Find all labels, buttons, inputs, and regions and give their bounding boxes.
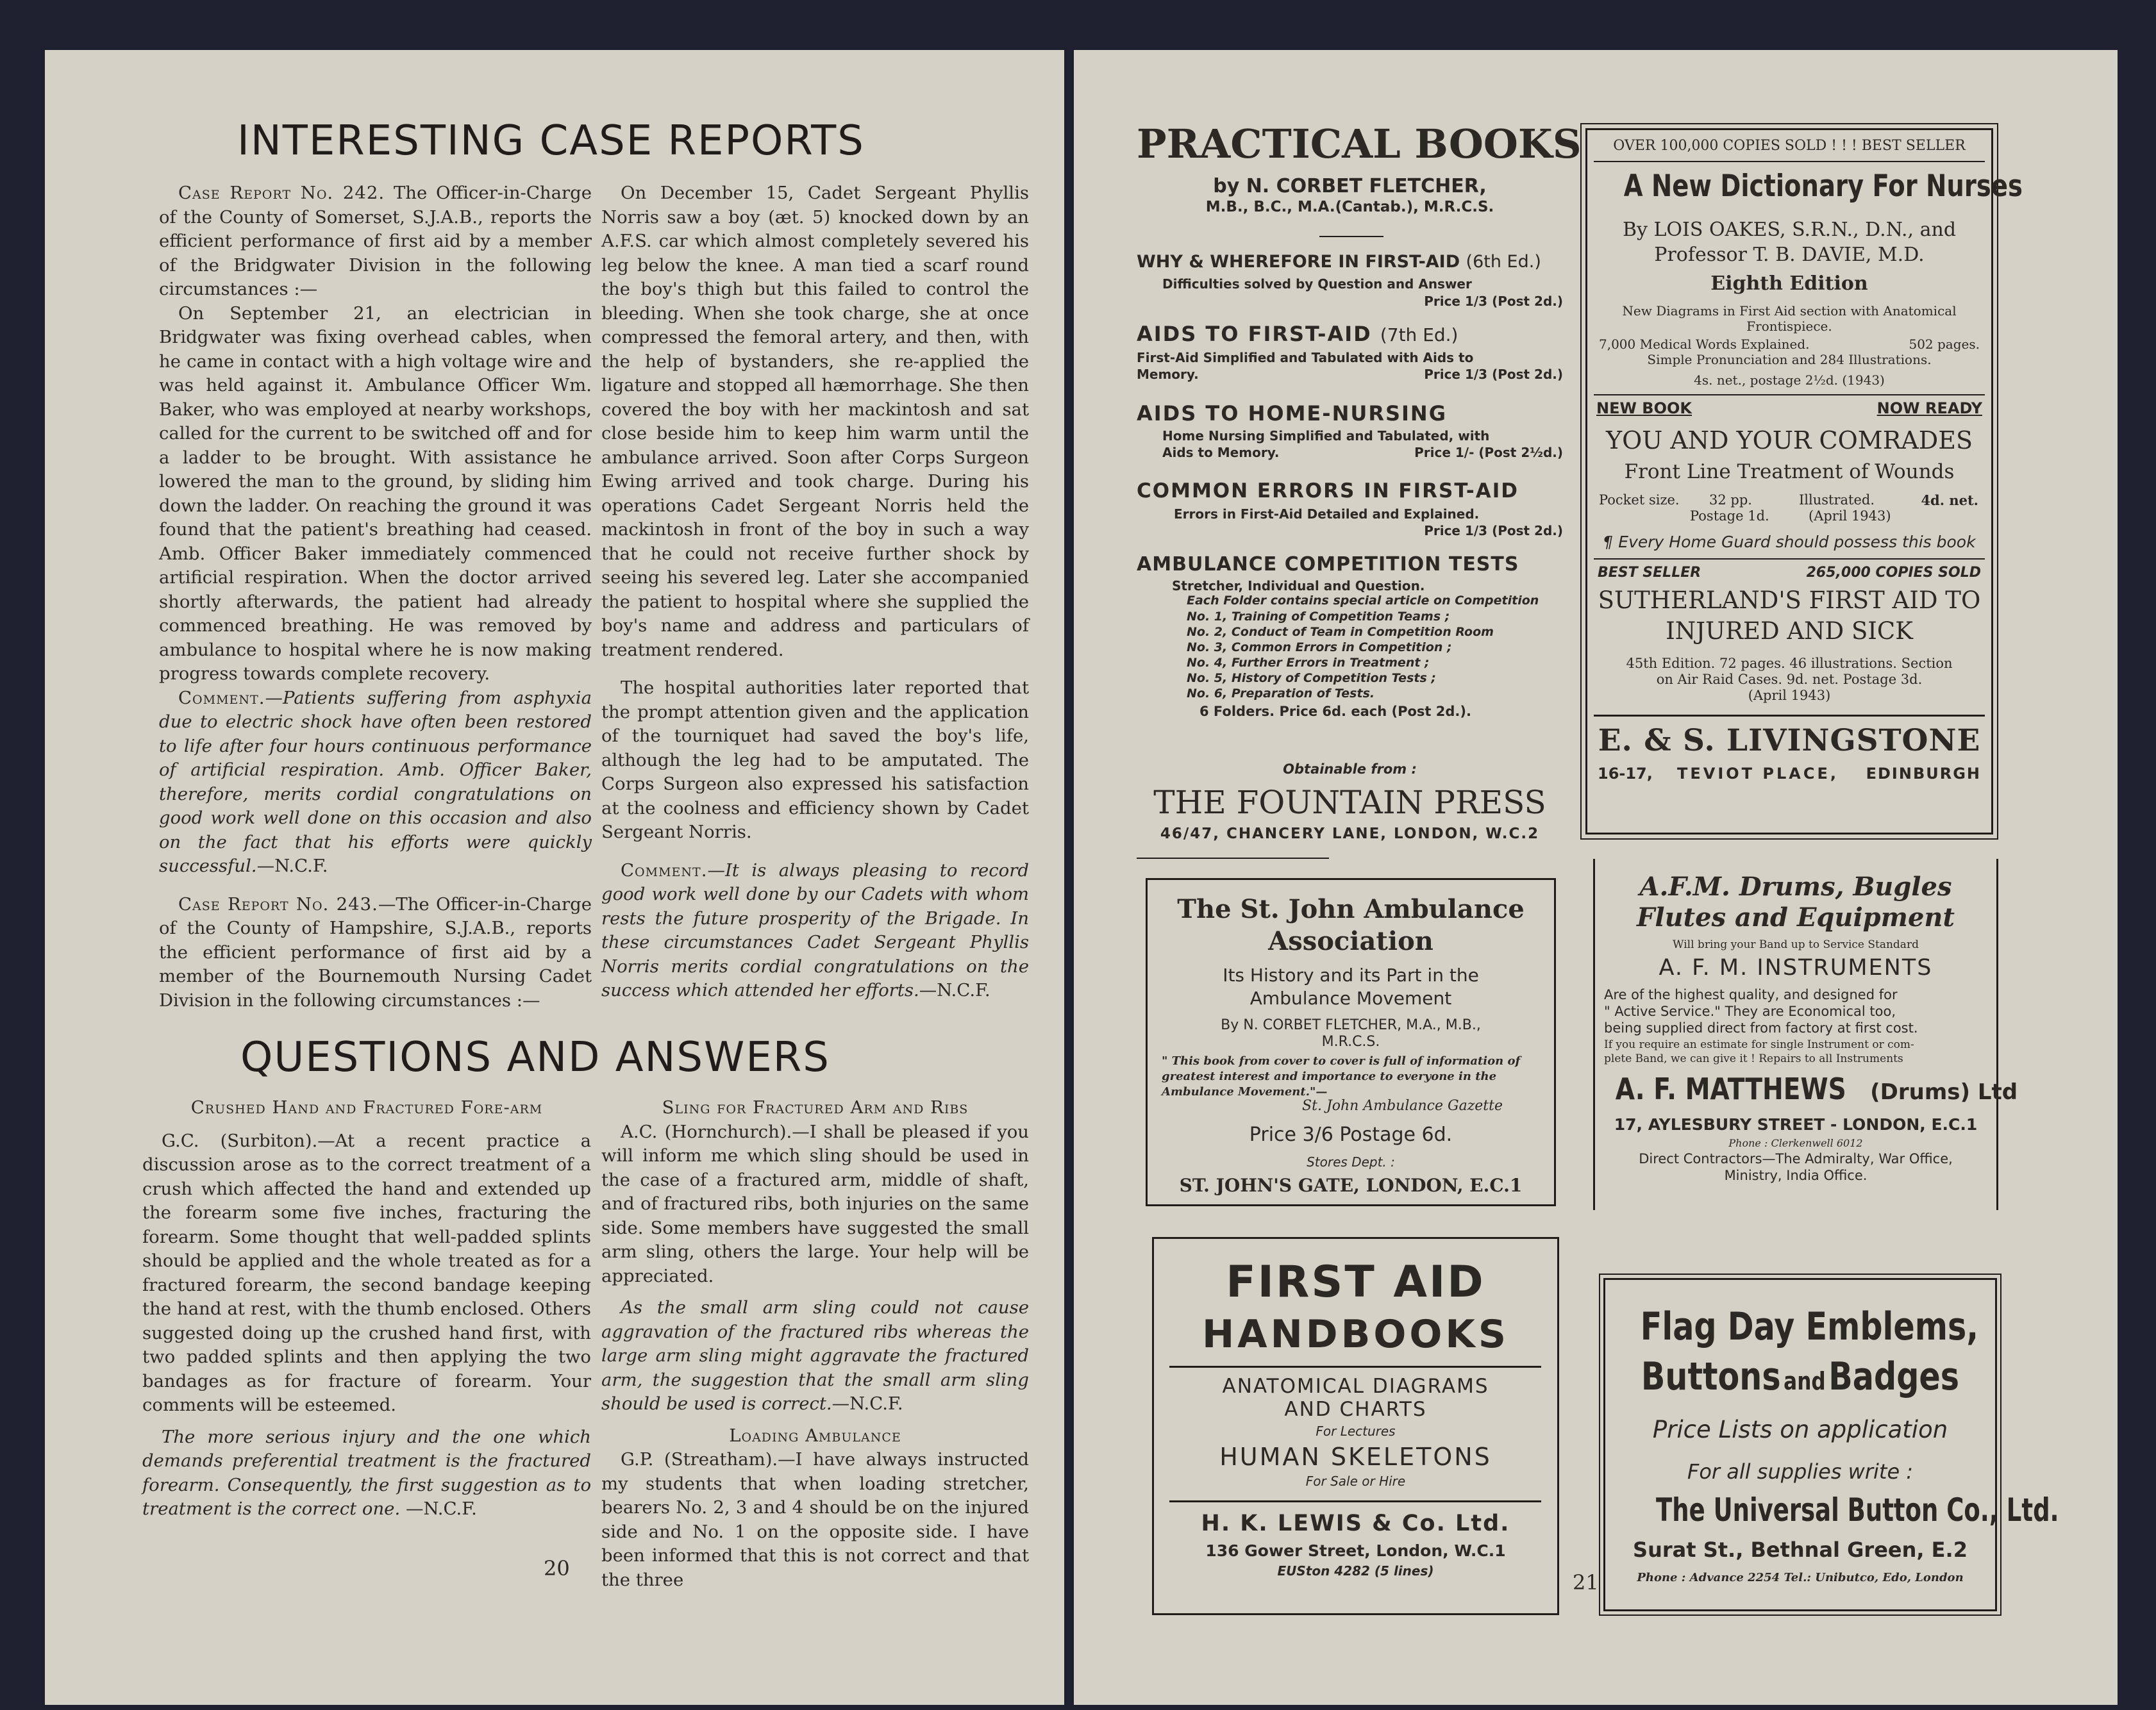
matthews-contractors: Ministry, India Office. xyxy=(1724,1168,1868,1183)
author-qualifications: M.B., B.C., M.A.(Cantab.), M.R.C.S. xyxy=(1205,199,1494,215)
divider xyxy=(1594,161,1985,162)
comment-242-text: —Patients suffering from asphyxia due to electric shock have often been restored to life after four hours continuous performance of artificial respiration. Amb. Officer Baker, therefore, merits cordial congratulations on good work well done on this occasion and also on the fact that his efforts were quickly successful. xyxy=(159,687,592,876)
handbooks-line: AND CHARTS xyxy=(1284,1398,1427,1421)
lewis-address: 136 Gower Street, London, W.C.1 xyxy=(1205,1541,1506,1560)
folder-list xyxy=(1187,609,1494,701)
book-home-nursing-price: Price 1/- (Post 2½d.) xyxy=(1414,445,1563,460)
book-home-nursing-desc: Home Nursing Simplified and Tabulated, with xyxy=(1162,428,1490,444)
divider xyxy=(1594,715,1985,717)
st-john-quote: greatest interest and importance to everyone in the xyxy=(1162,1070,1497,1083)
afm-instruments: A. F. M. INSTRUMENTS xyxy=(1659,955,1933,981)
handbooks-line: ANATOMICAL DIAGRAMS xyxy=(1222,1375,1489,1398)
comment-label: Comment. xyxy=(178,687,265,708)
comrades-detail: Illustrated. xyxy=(1799,492,1875,508)
folder-item: No. 3, Common Errors in Competition ; xyxy=(1187,640,1452,654)
dictionary-title: A New Dictionary For Nurses xyxy=(1623,169,2023,204)
st-john-subtitle-1: Its History and its Part in the xyxy=(1223,965,1479,986)
folder-item: No. 4, Further Errors in Treatment ; xyxy=(1187,656,1430,670)
qa-loading-ambulance-question: G.P. (Streatham).—I have always instructed my students that when loading stretcher, bearers No. 2, 3 and 4 should be on the injured side and No. 1 on the opposite side. I have been informed that this is not correct and that the three xyxy=(601,1449,1029,1590)
best-seller-label: BEST SELLER xyxy=(1598,565,1701,581)
flag-day-title-line-1: Flag Day Emblems, xyxy=(1640,1304,1979,1349)
dictionary-detail: New Diagrams in First Aid section with Anatomical xyxy=(1622,303,1957,319)
book-competition-tests-desc: Stretcher, Individual and Question. xyxy=(1172,578,1425,594)
st-john-quote: " This book from cover to cover is full of information of xyxy=(1162,1054,1521,1068)
qa-column-1 xyxy=(142,1096,591,1522)
qa-sling-question: A.C. (Hornchurch).—I shall be pleased if you will inform me which sling should be used in the case of a fractured arm, middle of shaft, and of fractured ribs, both injuries on the same side. Some members have suggested the small arm sling, others the large. Your help will be appreciated. xyxy=(601,1121,1029,1286)
st-john-quote: Ambulance Movement."— xyxy=(1162,1085,1328,1099)
author-name: by N. CORBET FLETCHER, xyxy=(1213,175,1487,197)
sutherland-title-line-1: SUTHERLAND'S FIRST AID TO xyxy=(1598,586,1981,614)
comment-label: Comment. xyxy=(621,859,708,881)
afm-description: Are of the highest quality, and designed for xyxy=(1604,987,1898,1002)
universal-button-company: The Universal Button Co., Ltd. xyxy=(1656,1491,2059,1529)
afm-tagline: Will bring your Band up to Service Standard xyxy=(1673,938,1919,951)
interesting-case-reports-heading: INTERESTING CASE REPORTS xyxy=(237,117,865,165)
comment-242-signature: —N.C.F. xyxy=(256,856,328,876)
book-why-wherefore-desc: Difficulties solved by Question and Answer xyxy=(1162,276,1472,292)
qa-crushed-hand-title: Crushed Hand and Fractured Fore-arm xyxy=(190,1097,543,1118)
sutherland-detail: on Air Raid Cases. 9d. net. Postage 3d. xyxy=(1656,672,1923,687)
afm-title-line-1: A.F.M. Drums, Bugles xyxy=(1639,872,1952,902)
dictionary-words: 7,000 Medical Words Explained. xyxy=(1599,336,1810,352)
comrades-title: YOU AND YOUR COMRADES xyxy=(1606,426,1973,454)
flag-day-title-line-2: Buttons and Badges xyxy=(1641,1354,1960,1399)
left-page xyxy=(45,50,1064,1705)
st-john-stores: Stores Dept. : xyxy=(1307,1154,1395,1170)
qa-crushed-hand-answer: The more serious injury and the one which demands preferential treatment is the fractured forearm. Consequently, the first suggestion as to treatment is the correct one. xyxy=(142,1426,591,1519)
comrades-subtitle: Front Line Treatment of Wounds xyxy=(1624,460,1955,483)
qa-sling-signature: —N.C.F. xyxy=(831,1393,903,1414)
flag-day-emblems-ad xyxy=(1603,1278,2059,1611)
matthews-contractors: Direct Contractors—The Admiralty, War Office, xyxy=(1639,1151,1953,1166)
afm-drums-ad xyxy=(1593,859,2018,1210)
qa-crushed-hand-signature: —N.C.F. xyxy=(405,1498,477,1519)
new-book-label: NEW BOOK xyxy=(1596,399,1692,417)
book-home-nursing-memory: Aids to Memory. xyxy=(1162,445,1280,460)
divider xyxy=(1319,236,1383,237)
st-john-ambulance-ad xyxy=(1146,878,1556,1206)
book-common-errors-title: COMMON ERRORS IN FIRST-AID xyxy=(1137,479,1519,502)
handbooks-title-line-2: HANDBOOKS xyxy=(1201,1312,1510,1357)
book-aids-first-aid-title: AIDS TO FIRST-AID (7th Ed.) xyxy=(1137,322,1458,346)
home-guard-note: ¶ Every Home Guard should possess this book xyxy=(1603,533,1976,551)
case-reports-column-2 xyxy=(601,181,1029,1003)
divider xyxy=(1594,558,1985,560)
folder-item: No. 5, History of Competition Tests ; xyxy=(1187,671,1436,685)
st-john-title-line-1: The St. John Ambulance xyxy=(1177,894,1525,924)
handbooks-title-line-1: FIRST AID xyxy=(1226,1257,1485,1307)
dictionary-detail: Frontispiece. xyxy=(1746,319,1832,334)
divider xyxy=(1169,1500,1541,1502)
dictionary-price: 4s. net., postage 2½d. (1943) xyxy=(1694,372,1885,388)
qa-column-2 xyxy=(601,1096,1029,1592)
handbooks-line: For Sale or Hire xyxy=(1305,1473,1406,1489)
publisher-address: TEVIOT PLACE, xyxy=(1677,765,1839,783)
book-aids-first-aid-desc: First-Aid Simplified and Tabulated with Aids to xyxy=(1137,350,1474,365)
afm-description: " Active Service." They are Economical too, xyxy=(1604,1004,1896,1019)
folder-item: No. 2, Conduct of Team in Competition Room xyxy=(1187,625,1494,639)
case-report-243-intro: —The Officer-in-Charge of the County of Hampshire, S.J.A.B., reports the efficient performance of first aid by a member of the Bournemouth Nursing Cadet Division in the following circumstances :— xyxy=(159,893,592,1011)
sutherland-title-line-2: INJURED AND SICK xyxy=(1666,617,1913,645)
afm-description: plete Band, we can give it ! Repairs to all Instruments xyxy=(1604,1052,1903,1065)
matthews-address: 17, AYLESBURY STREET - LONDON, E.C.1 xyxy=(1614,1115,1978,1134)
comrades-detail: 32 pp. xyxy=(1709,492,1752,508)
st-john-subtitle-2: Ambulance Movement xyxy=(1249,988,1452,1009)
st-john-author-quals: M.R.C.S. xyxy=(1321,1034,1380,1050)
book-common-errors-price: Price 1/3 (Post 2d.) xyxy=(1424,523,1563,538)
first-aid-handbooks-ad xyxy=(1152,1237,1559,1615)
folder-item: No. 6, Preparation of Tests. xyxy=(1187,686,1375,701)
dictionary-detail: Simple Pronunciation and 284 Illustrations. xyxy=(1647,352,1932,367)
book-competition-tests-price: 6 Folders. Price 6d. each (Post 2d.). xyxy=(1199,704,1471,719)
qa-sling-answer: As the small arm sling could not cause aggravation of the fractured ribs whereas the large arm sling might aggravate the fractured arm, the suggestion that the small arm sling should be used is correct. xyxy=(601,1297,1029,1414)
livingstone-ad xyxy=(1585,128,2023,834)
dictionary-edition: Eighth Edition xyxy=(1710,272,1868,295)
dictionary-authors-line-1: By LOIS OAKES, S.R.N., D.N., and xyxy=(1622,219,1957,241)
divider xyxy=(1169,1366,1541,1368)
qa-sling-title: Sling for Fractured Arm and Ribs xyxy=(662,1097,969,1118)
afm-description: If you require an estimate for single Instrument or com- xyxy=(1604,1038,1914,1051)
practical-books-ad xyxy=(1137,120,1582,902)
lewis-company-name: H. K. LEWIS & Co. Ltd. xyxy=(1201,1511,1510,1536)
fountain-press-name: THE FOUNTAIN PRESS xyxy=(1153,784,1546,821)
sutherland-date: (April 1943) xyxy=(1748,688,1831,703)
now-ready-label: NOW READY xyxy=(1876,399,1982,417)
comment-243-signature: —N.C.F. xyxy=(919,980,990,1000)
universal-button-address: Surat St., Bethnal Green, E.2 xyxy=(1633,1538,1968,1562)
matthews-name: A. F. MATTHEWS (Drums) Ltd xyxy=(1615,1072,2018,1106)
publisher-address: 16-17, xyxy=(1598,765,1653,783)
flag-day-price-lists: Price Lists on application xyxy=(1652,1416,1948,1443)
page-number-21: 21 xyxy=(1573,1570,1599,1595)
case-report-243-body: On December 15, Cadet Sergeant Phyllis Norris saw a boy (æt. 5) knocked down by an A.F.S. car which almost completely severed his leg below the knee. A man tied a scarf round the boy's thigh but this failed to control the bleeding. When she took charge, she at once compressed the femoral artery, and then, with the help of bystanders, she re-applied the ligature and stopped all hæmorrhage. She then covered the boy with her mackintosh and sat close beside him to keep him warm until the ambulance arrived. Soon after Corps Surgeon Ewing arrived and took charge. During his operations Cadet Sergeant Norris held the mackintosh in front of the boy in such a way that he could not receive further shock by seeing his severed leg. Later she accompanied the patient to hospital where she supplied the boy's name and address and particulars of treatment rendered. xyxy=(601,183,1029,660)
right-page xyxy=(1074,50,2118,1705)
comrades-postage: Postage 1d. xyxy=(1690,508,1769,524)
st-john-price: Price 3/6 Postage 6d. xyxy=(1249,1124,1453,1146)
lewis-phone: EUSton 4282 (5 lines) xyxy=(1277,1563,1434,1579)
case-report-242-label: Case Report No. 242. xyxy=(178,183,385,203)
book-aids-first-aid-price: Price 1/3 (Post 2d.) xyxy=(1424,367,1563,382)
book-competition-tests-note: Each Folder contains special article on Competition xyxy=(1187,594,1539,608)
afm-description: being supplied direct from factory at first cost. xyxy=(1604,1020,1918,1036)
comrades-date: (April 1943) xyxy=(1809,508,1891,524)
divider xyxy=(1594,394,1985,395)
publisher-name: E. & S. LIVINGSTONE xyxy=(1598,723,1981,758)
handbooks-line: For Lectures xyxy=(1316,1424,1396,1439)
st-johns-gate-address: ST. JOHN'S GATE, LONDON, E.C.1 xyxy=(1179,1175,1523,1196)
comrades-price: 4d. net. xyxy=(1921,492,1978,508)
comrades-detail: Pocket size. xyxy=(1599,492,1680,508)
copies-sold-label: 265,000 COPIES SOLD xyxy=(1806,565,1981,581)
case-reports-column-1 xyxy=(159,181,592,1013)
afm-title-line-2: Flutes and Equipment xyxy=(1637,902,1955,933)
practical-books-title: PRACTICAL BOOKS xyxy=(1137,120,1582,167)
book-why-wherefore-price: Price 1/3 (Post 2d.) xyxy=(1424,294,1563,309)
sutherland-detail: 45th Edition. 72 pages. 46 illustrations. Section xyxy=(1626,656,1953,671)
qa-loading-ambulance-title: Loading Ambulance xyxy=(729,1425,901,1446)
dictionary-authors-line-2: Professor T. B. DAVIE, M.D. xyxy=(1654,244,1925,266)
best-seller-banner: OVER 100,000 COPIES SOLD ! ! ! BEST SELLER xyxy=(1613,138,1966,154)
book-why-wherefore-title: WHY & WHEREFORE IN FIRST-AID (6th Ed.) xyxy=(1137,252,1541,272)
dictionary-pages: 502 pages. xyxy=(1909,336,1980,352)
case-report-242-body: On September 21, an electrician in Bridgwater was fixing overhead cables, when he came in contact with a high voltage wire and was held against it. Ambulance Officer Wm. Baker, who was employed at nearby workshops, called for the current to be switched off and for a ladder to be brought. With assistance he lowered the man to the ground, by sliding him down the ladder. On reaching the ground it was found that the patient's breathing had ceased. Amb. Officer Baker immediately commenced artificial respiration. When the doctor arrived shortly afterwards, the patient had already commenced breathing. He was removed by ambulance to hospital where he is now making progress towards complete recovery. xyxy=(159,303,592,684)
book-competition-tests-title: AMBULANCE COMPETITION TESTS xyxy=(1137,553,1519,576)
comment-243-text: —It is always pleasing to record good work well done by our Cadets with whom rests the future prosperity of the Brigade. In these circumstances Cadet Sergeant Phyllis Norris merits cordial congratulations on the success which attended her efforts. xyxy=(601,859,1029,1000)
case-report-243-label: Case Report No. 243. xyxy=(178,893,378,915)
fountain-press-address: 46/47, CHANCERY LANE, LONDON, W.C.2 xyxy=(1160,826,1540,842)
st-john-author: By N. CORBET FLETCHER, M.A., M.B., xyxy=(1221,1017,1481,1033)
handbooks-line: HUMAN SKELETONS xyxy=(1219,1443,1492,1471)
case-report-243-outcome: The hospital authorities later reported that the prompt attention given and the application of the tourniquet had saved the boy's life, although the leg had to be amputated. The Corps Surgeon also expressed his satisfaction at the coolness and efficiency shown by Cadet Sergeant Norris. xyxy=(601,677,1029,842)
questions-and-answers-heading: QUESTIONS AND ANSWERS xyxy=(240,1034,830,1081)
flag-day-write: For all supplies write : xyxy=(1687,1459,1914,1484)
obtainable-from: Obtainable from : xyxy=(1283,761,1417,777)
st-john-title-line-2: Association xyxy=(1268,926,1433,956)
folder-item: No. 1, Training of Competition Teams ; xyxy=(1187,610,1450,624)
page-number-20: 20 xyxy=(544,1556,570,1581)
book-aids-first-aid-memory: Memory. xyxy=(1137,367,1199,382)
st-john-gazette: St. John Ambulance Gazette xyxy=(1302,1098,1503,1114)
matthews-phone: Phone : Clerkenwell 6012 xyxy=(1728,1137,1863,1149)
case-report-242-intro: The Officer-in-Charge of the County of Somerset, S.J.A.B., reports the efficient performance of first aid by a member of the Bridgwater Division in the following circumstances :— xyxy=(159,183,592,299)
book-common-errors-desc: Errors in First-Aid Detailed and Explained. xyxy=(1174,506,1480,522)
book-home-nursing-title: AIDS TO HOME-NURSING xyxy=(1137,401,1447,426)
universal-button-phone: Phone : Advance 2254 Tel.: Unibutco, Edo, London xyxy=(1637,1571,1964,1584)
divider xyxy=(1137,858,1329,859)
qa-crushed-hand-question: G.C. (Surbiton).—At a recent practice a discussion arose as to the correct treatment of a crush which affected the hand and extended up the forearm some five inches, fracturing the forearm. Some thought that well-padded splints should be applied and the whole treated as for a fractured forearm, the second bandage keeping the hand at rest, with the thumb enclosed. Others suggested doing up the crushed hand first, with two padded splints and then applying the two bandages as for fracture of forearm. Your comments will be esteemed. xyxy=(142,1130,591,1415)
publisher-address: EDINBURGH xyxy=(1866,765,1981,783)
